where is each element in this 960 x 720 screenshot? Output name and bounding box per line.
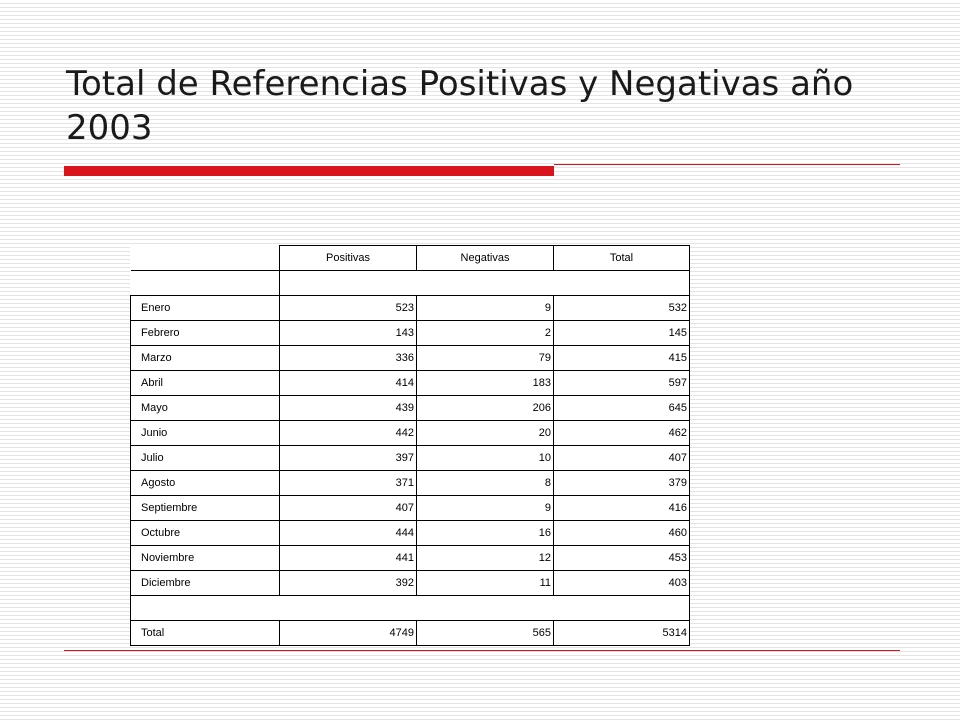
month-cell: Enero [131,296,280,321]
table-row [131,371,690,396]
month-cell: Septiembre [131,496,280,521]
month-cell: Julio [131,446,280,471]
total-label-cell: Total [131,621,280,646]
table-row [131,296,690,321]
title-underline-bar [64,166,554,176]
month-cell: Junio [131,421,280,446]
table-row [131,346,690,371]
table-header-row [131,246,690,271]
table-row [131,471,690,496]
total-cell: 645 [554,396,690,421]
table-row [131,396,690,421]
total-cell: 453 [554,546,690,571]
column-header-positivas: Positivas [280,246,417,271]
total-negativas-cell: 565 [417,621,554,646]
total-cell: 532 [554,296,690,321]
references-table [130,245,690,646]
table-row [131,421,690,446]
spacer-corner-cell [131,271,280,296]
total-cell: 415 [554,346,690,371]
month-cell: Diciembre [131,571,280,596]
negativas-cell: 183 [417,371,554,396]
table-row [131,546,690,571]
month-cell: Mayo [131,396,280,421]
spacer-cell [280,271,690,296]
month-cell: Febrero [131,321,280,346]
month-cell: Agosto [131,471,280,496]
table-row [131,496,690,521]
spacer-cell [131,596,690,621]
total-cell: 403 [554,571,690,596]
table-row [131,446,690,471]
month-cell: Abril [131,371,280,396]
positivas-cell: 143 [280,321,417,346]
negativas-cell: 9 [417,296,554,321]
positivas-cell: 371 [280,471,417,496]
title-underline-rule [554,164,900,165]
positivas-cell: 397 [280,446,417,471]
negativas-cell: 10 [417,446,554,471]
total-cell: 145 [554,321,690,346]
bottom-rule [64,650,900,651]
total-cell: 379 [554,471,690,496]
grand-total-cell: 5314 [554,621,690,646]
total-cell: 462 [554,421,690,446]
column-header-negativas: Negativas [417,246,554,271]
total-cell: 416 [554,496,690,521]
positivas-cell: 442 [280,421,417,446]
negativas-cell: 206 [417,396,554,421]
positivas-cell: 444 [280,521,417,546]
total-row [131,621,690,646]
negativas-cell: 11 [417,571,554,596]
negativas-cell: 79 [417,346,554,371]
total-cell: 460 [554,521,690,546]
month-cell: Marzo [131,346,280,371]
slide-title: Total de Referencias Positivas y Negativas año 2003 [66,64,854,148]
month-cell: Noviembre [131,546,280,571]
positivas-cell: 523 [280,296,417,321]
positivas-cell: 407 [280,496,417,521]
negativas-cell: 20 [417,421,554,446]
negativas-cell: 8 [417,471,554,496]
spacer-row-top [131,271,690,296]
total-cell: 597 [554,371,690,396]
negativas-cell: 2 [417,321,554,346]
negativas-cell: 9 [417,496,554,521]
month-cell: Octubre [131,521,280,546]
negativas-cell: 16 [417,521,554,546]
table-row [131,321,690,346]
negativas-cell: 12 [417,546,554,571]
column-header-total: Total [554,246,690,271]
positivas-cell: 439 [280,396,417,421]
positivas-cell: 441 [280,546,417,571]
table-header-corner [131,246,280,271]
positivas-cell: 392 [280,571,417,596]
table-row [131,521,690,546]
table-row [131,571,690,596]
total-positivas-cell: 4749 [280,621,417,646]
positivas-cell: 414 [280,371,417,396]
spacer-row-bottom [131,596,690,621]
total-cell: 407 [554,446,690,471]
positivas-cell: 336 [280,346,417,371]
